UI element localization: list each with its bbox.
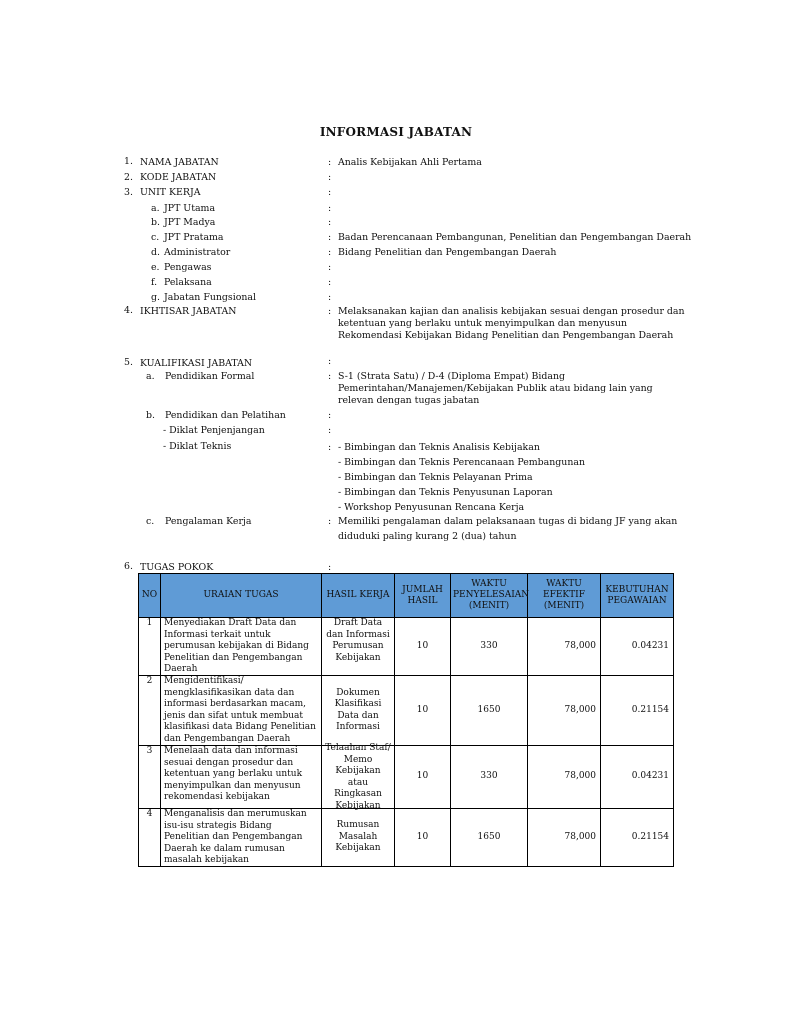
colon: : [328, 187, 332, 198]
diklat-teknis-label: - Diklat Teknis [163, 441, 232, 452]
colon: : [328, 172, 332, 183]
row-uraian: Menganalisis dan merumuskan isu-isu strategis Bidang Penelitian dan Pengembangan Daerah ke dalam rumusan masalah kebijakan [164, 809, 307, 865]
table-row [139, 746, 674, 809]
pengalaman-line: diduduki paling kurang 2 (dua) tahun [338, 531, 517, 542]
unit-sub-value: Bidang Penelitian dan Pengembangan Daerah [338, 247, 557, 258]
header-waktu-penyelesaian: WAKTU PENYELESAIAN (MENIT) [451, 574, 528, 618]
item-number: 1. [124, 156, 133, 167]
pendidikan-pelatihan-label: Pendidikan dan Pelatihan [165, 410, 286, 421]
unit-sub-label: JPT Pratama [164, 232, 224, 243]
ikhtisar-label: IKHTISAR JABATAN [140, 306, 237, 317]
pengalaman-label: Pengalaman Kerja [165, 516, 252, 527]
header-no: NO [139, 574, 161, 618]
pendidikan-formal-line: S-1 (Strata Satu) / D-4 (Diploma Empat) Bidang [338, 371, 566, 382]
item-number: 5. [124, 357, 133, 368]
colon: : [328, 217, 332, 228]
unit-sub-letter: a. [151, 203, 160, 214]
unit-kerja-label: UNIT KERJA [140, 187, 201, 198]
row-waktu-penyelesaian: 330 [451, 618, 528, 676]
colon: : [328, 203, 332, 214]
table-row [139, 809, 674, 867]
kode-jabatan-label: KODE JABATAN [140, 172, 217, 183]
page-title: INFORMASI JABATAN [319, 125, 473, 139]
row-uraian: Menyediakan Draft Data dan Informasi terkait untuk perumusan kebijakan di Bidang Penelitian dan Pengembangan Daerah [164, 618, 309, 674]
ikhtisar-line: Melaksanakan kajian dan analisis kebijakan sesuai dengan prosedur dan [338, 306, 685, 317]
row-jumlah: 10 [395, 618, 451, 676]
row-no: 2 [139, 676, 161, 746]
unit-sub-letter: b. [151, 217, 160, 228]
nama-jabatan-value: Analis Kebijakan Ahli Pertama [338, 157, 482, 168]
diklat-penjenjangan-label: - Diklat Penjenjangan [163, 425, 265, 436]
item-number: 2. [124, 172, 133, 183]
colon: : [328, 562, 332, 573]
kualifikasi-label: KUALIFIKASI JABATAN [140, 358, 253, 369]
unit-sub-label: Pengawas [164, 262, 212, 273]
pendidikan-formal-label: Pendidikan Formal [165, 371, 255, 382]
colon: : [328, 516, 332, 527]
row-waktu-efektif: 78,000 [528, 618, 601, 676]
unit-sub-label: Jabatan Fungsional [164, 292, 256, 303]
diklat-teknis-line: - Workshop Penyusunan Rencana Kerja [338, 502, 525, 513]
diklat-teknis-line: - Bimbingan dan Teknis Perencanaan Pembangunan [338, 457, 585, 468]
colon: : [328, 410, 332, 421]
header-uraian-tugas: URAIAN TUGAS [161, 574, 322, 618]
row-kebutuhan: 0.21154 [601, 809, 674, 867]
colon: : [328, 277, 332, 288]
header-kebutuhan-pegawaian: KEBUTUHAN PEGAWAIAN [601, 574, 674, 618]
diklat-teknis-line: - Bimbingan dan Teknis Pelayanan Prima [338, 472, 533, 483]
row-waktu-penyelesaian: 1650 [451, 809, 528, 867]
pengalaman-line: Memiliki pengalaman dalam pelaksanaan tugas di bidang JF yang akan [338, 516, 678, 527]
unit-sub-label: JPT Utama [164, 203, 216, 214]
item-number: 6. [124, 561, 133, 572]
unit-sub-letter: f. [151, 277, 158, 288]
unit-sub-letter: e. [151, 262, 160, 273]
colon: : [328, 425, 332, 436]
ikhtisar-line: ketentuan yang berlaku untuk menyimpulkan dan menyusun [338, 318, 628, 329]
row-waktu-efektif: 78,000 [528, 809, 601, 867]
row-no: 1 [139, 618, 161, 676]
pendidikan-formal-line: relevan dengan tugas jabatan [338, 395, 480, 406]
unit-sub-label: Pelaksana [164, 277, 212, 288]
row-hasil: Draft Data dan Informasi Perumusan Kebijakan [326, 618, 390, 663]
unit-sub-label: JPT Madya [164, 217, 216, 228]
header-hasil-kerja: HASIL KERJA [322, 574, 395, 618]
colon: : [328, 292, 332, 303]
nama-jabatan-label: NAMA JABATAN [140, 157, 219, 168]
colon: : [328, 371, 332, 382]
row-kebutuhan: 0.21154 [601, 676, 674, 746]
row-hasil: Rumusan Masalah Kebijakan [335, 820, 381, 854]
colon: : [328, 157, 332, 168]
colon: : [328, 262, 332, 273]
row-waktu-efektif: 78,000 [528, 676, 601, 746]
table-header-row [139, 574, 674, 618]
row-no: 4 [139, 809, 161, 867]
row-no: 3 [139, 746, 161, 809]
item-number: 3. [124, 187, 133, 198]
pengalaman-letter: c. [146, 516, 155, 527]
row-jumlah: 10 [395, 676, 451, 746]
row-uraian: Menelaah data dan informasi sesuai dengan prosedur dan ketentuan yang berlaku untuk menyimpulkan dan menyusun rekomendasi kebijakan [164, 746, 303, 802]
row-jumlah: 10 [395, 809, 451, 867]
table-row [139, 676, 674, 746]
ikhtisar-line: Rekomendasi Kebijakan Bidang Penelitian dan Pengembangan Daerah [338, 330, 674, 341]
table-row [139, 618, 674, 676]
row-waktu-penyelesaian: 1650 [451, 676, 528, 746]
unit-sub-label: Administrator [164, 247, 231, 258]
colon: : [328, 442, 332, 453]
colon: : [328, 247, 332, 258]
unit-sub-letter: d. [151, 247, 160, 258]
row-uraian: Mengidentifikasi/ mengklasifikasikan data dan informasi berdasarkan macam, jenis dan sifat untuk membuat klasifikasi data Bidang Penelitian dan Pengembangan Daerah [164, 676, 316, 744]
diklat-teknis-line: - Bimbingan dan Teknis Penyusunan Laporan [338, 487, 553, 498]
row-hasil: Dokumen Klasifikasi Data dan Informasi [334, 687, 382, 732]
header-waktu-efektif: WAKTU EFEKTIF (MENIT) [528, 574, 601, 618]
unit-sub-letter: g. [151, 292, 160, 303]
row-hasil: Telaahan Staf/ Memo Kebijakan atau Ringkasan Kebijakan [325, 743, 391, 811]
colon: : [328, 356, 332, 367]
row-kebutuhan: 0.04231 [601, 618, 674, 676]
row-waktu-penyelesaian: 330 [451, 746, 528, 809]
item-number: 4. [124, 305, 133, 316]
pendidikan-formal-letter: a. [146, 371, 155, 382]
unit-sub-value: Badan Perencanaan Pembangunan, Penelitian dan Pengembangan Daerah [338, 232, 692, 243]
row-jumlah: 10 [395, 746, 451, 809]
tugas-pokok-table [138, 573, 674, 867]
unit-sub-letter: c. [151, 232, 160, 243]
row-kebutuhan: 0.04231 [601, 746, 674, 809]
diklat-teknis-line: - Bimbingan dan Teknis Analisis Kebijakan [338, 442, 540, 453]
pendidikan-pelatihan-letter: b. [146, 410, 155, 421]
pendidikan-formal-line: Pemerintahan/Manajemen/Kebijakan Publik atau bidang lain yang [338, 383, 653, 394]
row-waktu-efektif: 78,000 [528, 746, 601, 809]
header-jumlah-hasil: JUMLAH HASIL [395, 574, 451, 618]
colon: : [328, 306, 332, 317]
tugas-pokok-label: TUGAS POKOK [140, 562, 214, 573]
colon: : [328, 232, 332, 243]
